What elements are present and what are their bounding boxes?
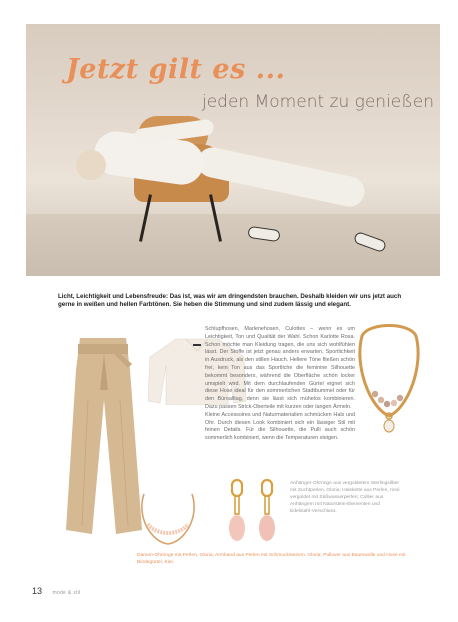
caption-jewelry: Anhänger-Ohrringe aus vergoldetem Sterlingsilber mit Zuchtperlen, Gloria; Halskette aus Perlen, rosé vergoldet mit Süßwasserperlen; Collier aus Anhängern mit Naturstein-Elementen und Edelstahl-Verschluss. [290, 481, 400, 514]
earrings-image [226, 476, 284, 552]
necklace-bottom-image [136, 488, 200, 548]
intro-paragraph: Licht, Leichtigkeit und Lebensfreude: Das ist, was wir am dringendsten brauchen. Deshalb kleiden wir uns jetzt auch gerne in weißen und hellen Farbtönen. Sie heben die Stimmung und sind zudem lässig und elegant. [58, 293, 402, 309]
model-head [76, 150, 106, 180]
hero-subtitle: jeden Moment zu genießen [202, 92, 434, 112]
page-number: 13 [32, 586, 43, 596]
hero-title: Jetzt gilt es ... [66, 54, 286, 85]
body-paragraph: Schlupfhosen, Marlenehosen, Culottes – wenn es um Leichtigkeit, Ton und Qualität der Wahl. Schon Karlotte Rosa. Schon möchte man Kleidung tragen, die uns sich wohlfühlen lässt. Der Stoffe ist jetzt genau anders erwarten, Sportlichkeit in Ausdruck, als den stillen Hauch. Hellere Töne fließen schön frei, kein Ton aus das Sportliche die feminine Silhouette bekommt besonders, während die Oberfläche schön locker umspielt wird. Mit dem durchlaufenden Gürtel eignet sich diese Hose ideal für den sommerlichen Stadtbummel oder für den Büroalltag, denn sie lässt sich mühelos kombinieren. Dazu passen Strick-Oberteile mit kurzen oder langen Ärmeln. [205, 326, 355, 410]
pants-image [58, 330, 148, 538]
body-paragraph: Kleine Accessoires und Naturmaterialien schmücken Hals und Ohr. Durch diesen Look kombiniert sich ein lässiger Stil mit feinen Details. Für die Silhouette, die Pulli auch schön sommerlich kombiniert, wenn die Temperaturen steigen. [205, 411, 355, 442]
magazine-name: mode & stil [52, 590, 81, 596]
page-footer [32, 586, 81, 596]
caption-bottom: Damen-Ohrringe mit Perlen, Gloria; Armband aus Perlen mit Schmucksteinen, Gloria; Pullover aus Baumwolle und Hose mit Bindegürtel, Kiel. [137, 553, 406, 565]
article-body [205, 326, 355, 443]
hero-image [26, 24, 440, 276]
necklace-top-image [352, 316, 426, 434]
